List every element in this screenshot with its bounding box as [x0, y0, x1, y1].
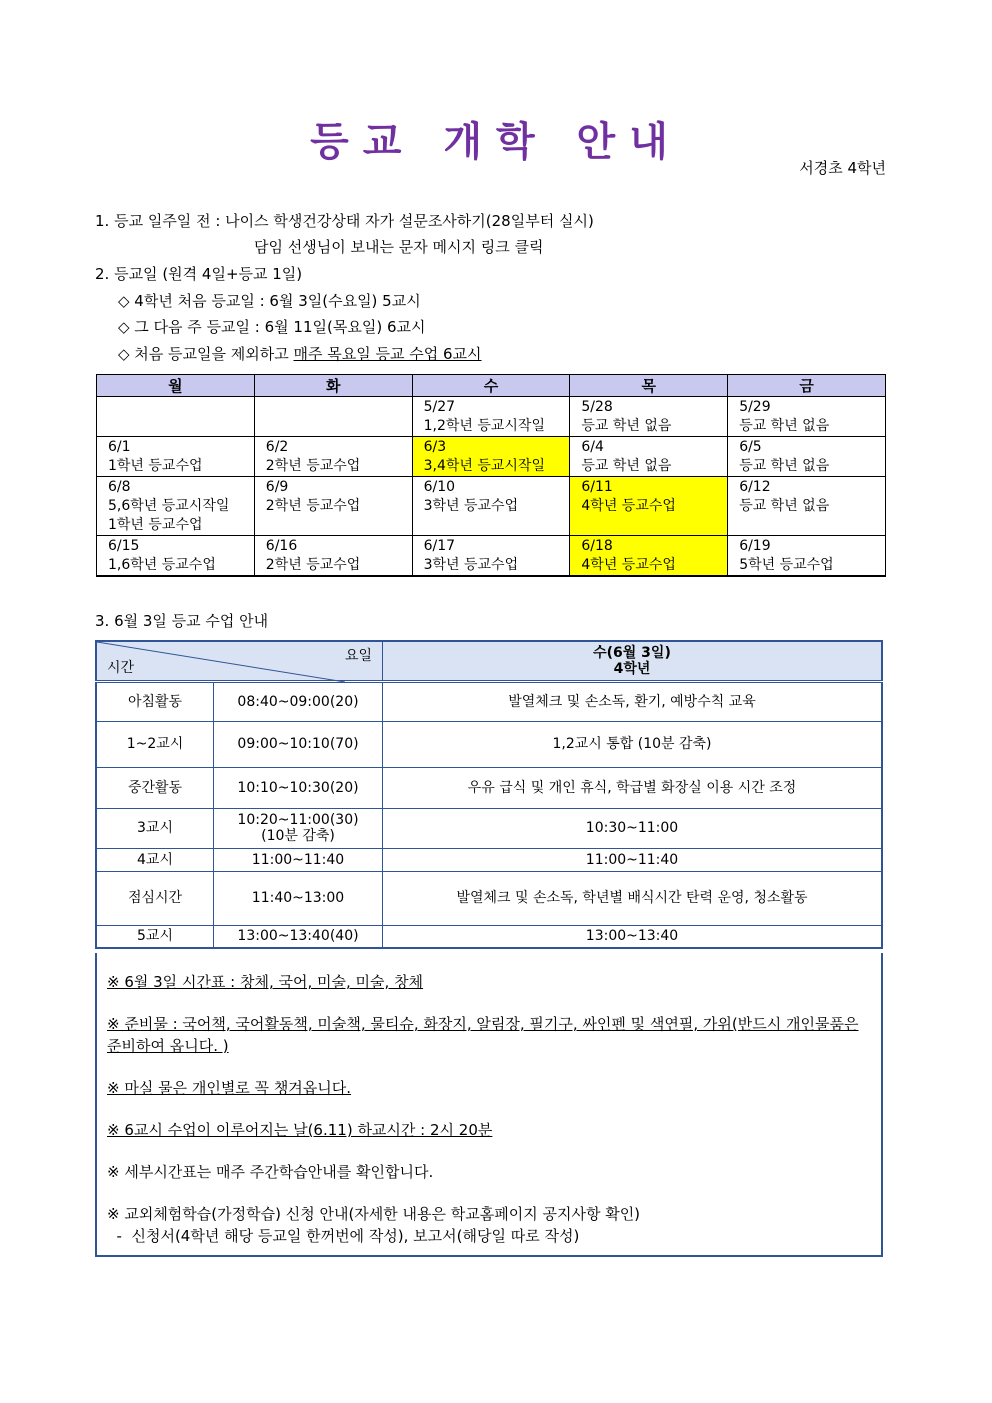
schedule-row: [96, 681, 882, 721]
calendar-cell: [728, 477, 886, 536]
calendar-cell: [97, 437, 255, 477]
calendar-date: 6/15: [108, 538, 140, 554]
schedule-period: 중간활동: [96, 767, 214, 808]
calendar-cell: [97, 477, 255, 536]
intro-item2: 2. 등교일 (원격 4일+등교 1일): [95, 265, 303, 283]
schedule-content: 11:00~11:40: [383, 848, 883, 871]
calendar-event: 3학년 등교수업: [423, 498, 519, 514]
calendar-date: 5/28: [581, 399, 613, 415]
calendar-cell: [412, 477, 570, 536]
calendar-cell: [728, 437, 886, 477]
header-grade: 4학년: [613, 660, 651, 677]
corner-day-label: 요일: [344, 648, 372, 664]
schedule-period: 5교시: [96, 925, 214, 948]
schedule-content: 1,2교시 통합 (10분 감축): [383, 721, 883, 767]
cal-header-mon: 월: [97, 375, 255, 397]
calendar-date: 6/12: [739, 479, 771, 495]
calendar-date: 6/2: [265, 439, 289, 455]
calendar-cell: [97, 536, 255, 577]
schedule-period: 아침활동: [96, 681, 214, 721]
schedule-corner: [96, 641, 383, 681]
calendar-event: 4학년 등교수업: [581, 498, 676, 514]
schedule-row: [96, 767, 882, 808]
calendar-event: 등교 학년 없음: [739, 418, 830, 434]
calendar-date: 6/8: [108, 479, 131, 495]
schedule-table: [95, 640, 883, 949]
calendar-event: 5,6학년 등교시작일: [108, 498, 230, 514]
schedule-period: 3교시: [96, 808, 214, 848]
note-water: ※ 마실 물은 개인별로 꼭 챙겨옵니다.: [107, 1079, 352, 1097]
calendar-event: 1,6학년 등교수업: [108, 557, 216, 573]
calendar-row: [97, 477, 886, 536]
schedule-content: 우유 급식 및 개인 휴식, 학급별 화장실 이용 시간 조정: [383, 767, 883, 808]
calendar-date: 6/19: [739, 538, 771, 554]
calendar-cell: [97, 397, 255, 437]
schedule-row: [96, 721, 882, 767]
schedule-row: [96, 808, 882, 848]
header-date: 수(6월 3일): [593, 644, 671, 661]
section3-heading: 3. 6월 3일 등교 수업 안내: [95, 612, 269, 630]
note-field-trip-detail: - 신청서(4학년 해당 등교일 한꺼번에 작성), 보고서(해당일 따로 작성): [107, 1227, 580, 1245]
calendar-cell: [254, 437, 412, 477]
calendar-event: 2학년 등교수업: [265, 557, 361, 573]
bullet-weekly-text: ◇ 처음 등교일을 제외하고: [118, 345, 294, 363]
intro-item1-line2: 담임 선생님이 보내는 문자 메시지 링크 클릭: [254, 238, 544, 256]
schedule-header-day: [383, 641, 883, 681]
calendar-cell: [254, 536, 412, 577]
calendar-event: 1학년 등교수업: [108, 458, 203, 474]
calendar-event: 3,4학년 등교시작일: [423, 458, 545, 474]
calendar-event: 등교 학년 없음: [581, 458, 672, 474]
calendar-cell: [412, 437, 570, 477]
calendar-cell: [728, 397, 886, 437]
cal-header-wed: 수: [412, 375, 570, 397]
schedule-row: [96, 871, 882, 925]
calendar-cell: [254, 477, 412, 536]
calendar-event: 1,2학년 등교시작일: [423, 418, 545, 434]
bullet-weekly: [118, 343, 482, 364]
bullet-first-day: ◇ 4학년 처음 등교일 : 6월 3일(수요일) 5교시: [118, 292, 421, 310]
schedule-row: [96, 848, 882, 871]
diagonal-line: [97, 642, 345, 682]
calendar-table: [96, 374, 886, 577]
calendar-event: 1학년 등교수업: [108, 517, 203, 533]
schedule-time: 10:20~11:00(30) (10분 감축): [214, 808, 383, 848]
calendar-cell: [412, 536, 570, 577]
schedule-time: 10:10~10:30(20): [214, 767, 383, 808]
calendar-cell: [570, 397, 728, 437]
cal-header-tue: 화: [254, 375, 412, 397]
cal-header-thu: 목: [570, 375, 728, 397]
schedule-time: 13:00~13:40(40): [214, 925, 383, 948]
calendar-row: [97, 536, 886, 577]
note-supplies: ※ 준비물 : 국어책, 국어활동책, 미술책, 물티슈, 화장지, 알림장, 필기구, 싸인펜 및 색연필, 가위(반드시 개인물품은 준비하여 옵니다. ): [107, 1015, 859, 1055]
calendar-date: 6/1: [108, 439, 131, 455]
calendar-date: 5/29: [739, 399, 771, 415]
calendar-event: 5학년 등교수업: [739, 557, 834, 573]
schedule-time: 08:40~09:00(20): [214, 681, 383, 721]
corner-time-label: 시간: [107, 659, 135, 676]
calendar-cell: [570, 536, 728, 577]
cal-header-fri: 금: [728, 375, 886, 397]
calendar-row: [97, 437, 886, 477]
schedule-period: 1~2교시: [96, 721, 214, 767]
note-field-trip: ※ 교외체험학습(가정학습) 신청 안내(자세한 내용은 학교홈페이지 공지사항 확인): [107, 1205, 641, 1223]
calendar-cell: [728, 536, 886, 577]
calendar-date: 6/9: [265, 479, 289, 495]
calendar-cell: [570, 437, 728, 477]
calendar-event: 2학년 등교수업: [265, 458, 361, 474]
notes-box: [95, 953, 883, 1257]
bullet-next-day: ◇ 그 다음 주 등교일 : 6월 11일(목요일) 6교시: [118, 318, 426, 336]
calendar-event: 등교 학년 없음: [739, 458, 830, 474]
calendar-cell: [412, 397, 570, 437]
calendar-event: 4학년 등교수업: [581, 557, 676, 573]
schedule-time: 09:00~10:10(70): [214, 721, 383, 767]
calendar-date: 6/3: [423, 439, 447, 455]
schedule-time: 11:00~11:40: [214, 848, 383, 871]
bullet-weekly-underlined: 매주 목요일 등교 수업 6교시: [293, 345, 482, 363]
intro-item1-line1: 1. 등교 일주일 전 : 나이스 학생건강상태 자가 설문조사하기(28일부터 실시): [95, 212, 594, 230]
calendar-date: 6/10: [423, 479, 456, 495]
schedule-content: 발열체크 및 손소독, 환기, 예방수칙 교육: [383, 681, 883, 721]
schedule-content: 10:30~11:00: [383, 808, 883, 848]
page-title: 등교 개학 안내: [310, 119, 682, 165]
schedule-row: [96, 925, 882, 948]
note-timetable: ※ 6월 3일 시간표 : 창체, 국어, 미술, 미술, 창체: [107, 973, 424, 991]
calendar-event: 등교 학년 없음: [739, 498, 830, 514]
calendar-event: 3학년 등교수업: [423, 557, 519, 573]
calendar-date: 6/5: [739, 439, 762, 455]
calendar-cell: [570, 477, 728, 536]
calendar-cell: [254, 397, 412, 437]
calendar-date: 5/27: [423, 399, 456, 415]
note-dismissal: ※ 6교시 수업이 이루어지는 날(6.11) 하교시간 : 2시 20분: [107, 1121, 493, 1139]
calendar-date: 6/18: [581, 538, 613, 554]
schedule-period: 점심시간: [96, 871, 214, 925]
schedule-period: 4교시: [96, 848, 214, 871]
schedule-content: 13:00~13:40: [383, 925, 883, 948]
calendar-row: [97, 397, 886, 437]
school-label: 서경초 4학년: [799, 159, 886, 177]
calendar-date: 6/16: [265, 538, 298, 554]
schedule-content: 발열체크 및 손소독, 학년별 배식시간 탄력 운영, 청소활동: [383, 871, 883, 925]
calendar-date: 6/17: [423, 538, 456, 554]
calendar-date: 6/4: [581, 439, 604, 455]
calendar-date: 6/11: [581, 479, 613, 495]
note-weekly-plan: ※ 세부시간표는 매주 주간학습안내를 확인합니다.: [107, 1163, 434, 1181]
schedule-time: 11:40~13:00: [214, 871, 383, 925]
calendar-event: 등교 학년 없음: [581, 418, 672, 434]
calendar-event: 2학년 등교수업: [265, 498, 361, 514]
